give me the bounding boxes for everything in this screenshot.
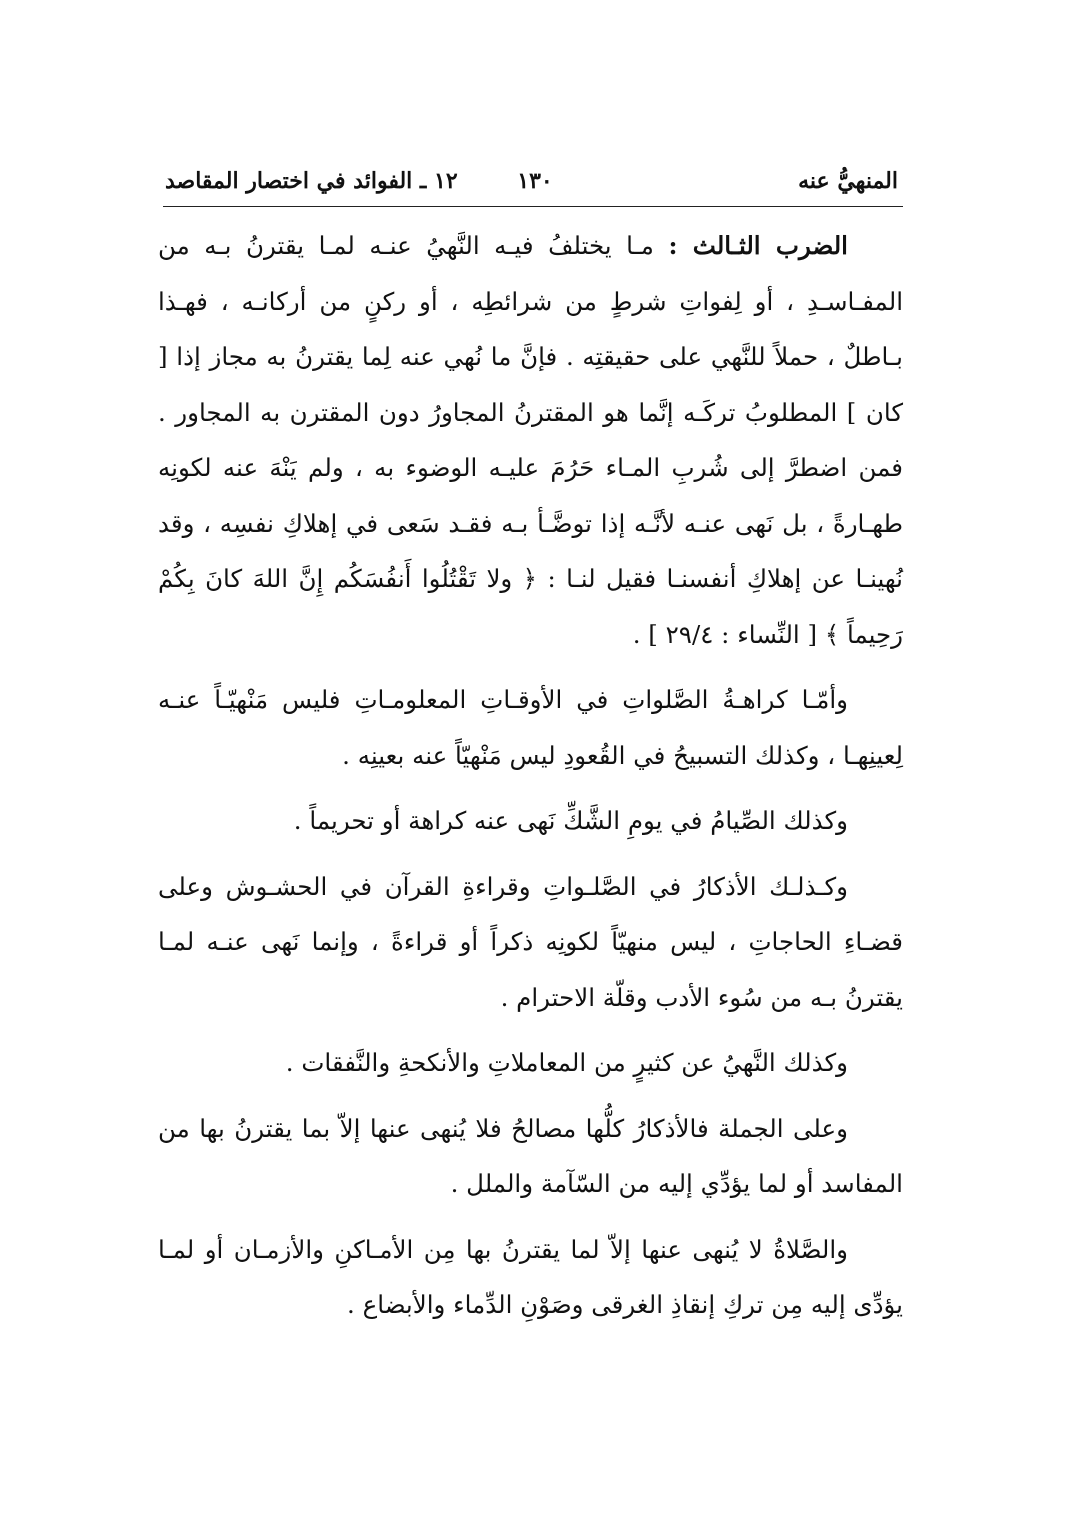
book-title: ١٢ ـ الفوائد في اختصار المقاصد (165, 168, 458, 194)
header-divider (163, 206, 903, 207)
paragraph: وأمّـا كراهـةُ الصَّلواتِ في الأوقـاتِ المعلومـاتِ فليس مَنْهيّـاً عنـه لِعينِهـا ، وكذلك التسبيحُ في القُعودِ ليس مَنْهيّاً عنه بعينِه . (158, 685, 903, 770)
paragraph: والصَّلاةُ لا يُنهى عنها إلاّ لما يقترنُ بها مِن الأمـاكنِ والأزمـان أو لمـا يؤدِّى إليه مِن تركِ إنقاذِ الغرقى وصَوْنِ الدِّماء والأبضاع . (158, 1234, 903, 1319)
paragraph: وكذلك الصِّيامُ في يومِ الشَّكِّ نَهى عنه كراهة أو تحريماً . (293, 806, 848, 835)
paragraph: وكذلك النَّهيُ عن كثيرٍ من المعاملاتِ والأنكحةِ والنَّفقات . (285, 1048, 848, 1077)
page-number: ١٣٠ (517, 168, 553, 194)
chapter-heading: المنهيُّ عنه (798, 168, 898, 194)
paragraph-text: مـا يختلفُ فيـه النَّهيُ عنـه لمـا يقترنُ بـه من المفـاسـدِ ، أو لِفواتِ شرطٍ من شرائطِه ، أو ركنٍ من أركانـه ، فهـذا بـاطلٌ ، حملاً للنَّهي على حقيقتِه . فإنَّ ما نُهي عنه لِما يقترنُ به مجاز إذا [ كان ] المطلوبُ تركَـه إنَّما هو المقترنُ المجاورُ دون المقترن به المجاور . فمن اضطرَّ إلى شُربِ المـاء حَرُمَ عليـه الوضوء به ، ولم يَنْهَ عنه لكونِه طهـارةً ، بل نَهى عنـه لأنَّـه إذا توضَّـأ بـه فقـد سَعى في إهلاكِ نفسِه ، وقد نُهينـا عن إهلاكِ أنفسنـا فقيل لنـا : ﴿ ولا تَقْتُلُوا أَنفُسَكُم إِنَّ اللهَ كانَ بِكُمْ رَحِيماً ﴾ [ النِّساء : ٢٩/٤ ] . (158, 231, 903, 649)
section-lead: الضرب الثـالث : (668, 231, 848, 260)
paragraph: وكـذلـك الأذكارُ في الصَّلـواتِ وقراءةِ القرآن في الحشـوش وعلى قضـاءِ الحاجاتِ ، ليس منهيّاً لكونِه ذكراً أو قراءةً ، وإنما نَهى عنـه لمـا يقترنُ بـه من سُوء الأدب وقلّة الاحترام . (158, 871, 903, 1012)
paragraph: وعلى الجملة فالأذكارُ كلُّها مصالحُ فلا يُنهى عنها إلاّ بما يقترنُ بها من المفاسد أو لما يؤدِّي إليه من السّآمة والملل . (158, 1113, 903, 1198)
running-header (165, 168, 900, 204)
body-text (158, 218, 903, 1333)
paragraph (158, 218, 903, 662)
